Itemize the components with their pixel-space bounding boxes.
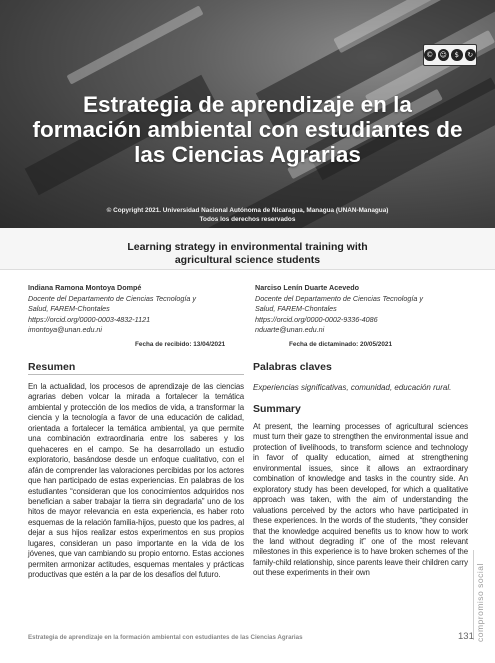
english-title: Learning strategy in environmental training with agricultural science students	[127, 241, 368, 266]
author-orcid-link[interactable]: https://orcid.org/0000-0002-9336-4086	[255, 314, 378, 324]
author-email-link[interactable]: nduarte@unan.edu.ni	[255, 325, 325, 334]
cc-icon: ©	[424, 49, 436, 61]
side-label: compromiso social	[475, 563, 485, 642]
article-title: Estrategia de aprendizaje en la formación ambiental con estudiantes de las Ciencias Agrarias	[32, 92, 463, 167]
approved-date: Fecha de dictaminado: 20/05/2021	[289, 341, 393, 348]
running-footer: Estrategia de aprendizaje en la formación ambiental con estudiantes de las Ciencias Agrarias	[28, 634, 303, 641]
author-1	[28, 283, 238, 336]
license-badge	[423, 44, 477, 66]
divider	[28, 374, 244, 375]
resumen-heading: Resumen	[28, 361, 76, 373]
keywords-text: Experiencias significativas, comunidad, educación rural.	[253, 383, 452, 392]
summary-heading: Summary	[253, 403, 301, 415]
resumen-text: En la actualidad, los procesos de aprendizaje de las ciencias agrarias deben volcar la mirada a fortalecer la temática ambiental y protección de los medios de vida, a transformar la ciencia y la tecnología a favor de una educación de calidad, orientada a fortalecer la temática ambiental, ya que permite una combinación extraordinaria entre los saberes y los quehaceres en el campo. Se ha desarrollado un estudio exploratorio, basándose desde un enfoque cualitativo, con el afán de comprender las valoraciones percibidas por los actores que han participado de estas experiencias. En palabras de los estudiantes “consideran que los conocimientos adquiridos nos benefician a saber trabajar la tierra sin degradarla” uno de los hitos de mayor relevancia en esta experiencia, es haber roto esquemas de la relación familia-hijos, puesto que los padres, al dejar a sus hijos realizar estos experimentos en sus propios lugares, consideran un paso importante en la vida de los jóvenes, que van cambiando su propio entorno. Estas acciones permiten armonizar actitudes, esquemas mentales y prácticas productivas que estén a la par de los desafíos del futuro.	[28, 382, 244, 580]
sa-icon: ↻	[465, 49, 477, 61]
author-orcid-link[interactable]: https://orcid.org/0000-0003-4832-1121	[28, 314, 151, 324]
keywords-heading: Palabras claves	[253, 361, 332, 373]
side-divider	[473, 550, 474, 640]
author-name: Narciso Lenín Duarte Acevedo	[255, 283, 359, 292]
nc-icon: $	[451, 49, 463, 61]
copyright-notice: © Copyright 2021. Universidad Nacional Autónoma de Nicaragua, Managua (UNAN-Managua) Todos los derechos reservados	[106, 207, 389, 223]
author-affiliation: Docente del Departamento de Ciencias Tecnología y	[255, 293, 423, 303]
author-affiliation: Salud, FAREM-Chontales	[255, 304, 337, 313]
author-affiliation: Salud, FAREM-Chontales	[28, 304, 110, 313]
received-date: Fecha de recibido: 13/04/2021	[135, 341, 226, 348]
author-email-link[interactable]: imontoya@unan.edu.ni	[28, 325, 103, 334]
author-name: Indiana Ramona Montoya Dompé	[28, 283, 142, 292]
author-2	[255, 283, 470, 336]
summary-text: At present, the learning processes of agricultural sciences must turn their gaze to strengthen the environmental issue and protection of livelihoods, to transform science and technology in favor of quality education, aimed at strengthening environmental issues, since it allows an extraordinary combination of knowledge and tasks in the country side. An exploratory study has been developed, for which a qualitative approach was taken, with the aim of understanding the valuations perceived by the actors who have participated in these experiences. In the words of the students, “they consider that the knowledge acquired benefits us to know how to work the land without degrading it” one of the most relevant milestones in this experience is to have broken schemes of the family-child relationship, since parents leave their children carry out these experiments in their own	[253, 422, 468, 578]
by-icon: ☺	[438, 49, 450, 61]
author-affiliation: Docente del Departamento de Ciencias Tecnología y	[28, 293, 196, 303]
page-number: 131	[458, 631, 474, 642]
